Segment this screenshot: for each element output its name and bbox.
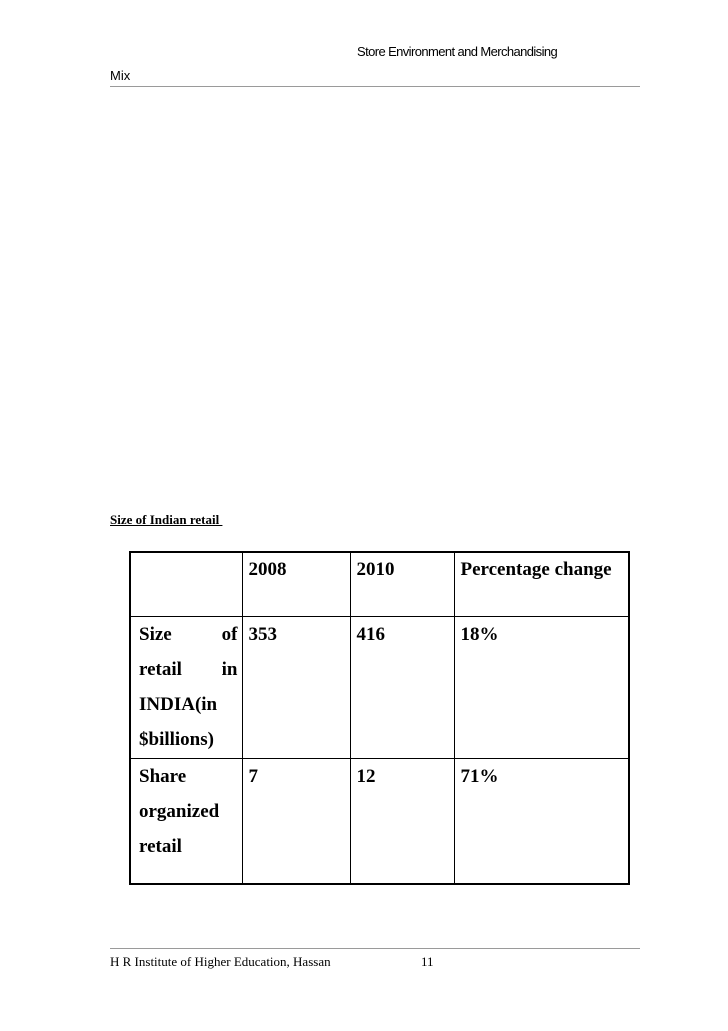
table-cell-2010: 12: [350, 758, 454, 884]
label-line: [139, 829, 238, 864]
table-row: [130, 758, 629, 884]
table-cell-2010: 416: [350, 616, 454, 758]
label-word: retail: [139, 835, 182, 857]
footer-institution: H R Institute of Higher Education, Hassan: [110, 954, 331, 969]
row-label-share-organized-retail: [130, 758, 242, 884]
header-subtitle: Mix: [110, 68, 131, 83]
label-word: Share: [139, 765, 187, 787]
table-row: [130, 616, 629, 758]
table-cell-2008: 353: [242, 616, 350, 758]
retail-size-table: [129, 551, 630, 885]
label-word: $billions): [139, 728, 214, 750]
table-header-row: [130, 552, 629, 616]
table-header-percentage-change: Percentage change: [454, 552, 629, 616]
label-line: [139, 687, 238, 722]
page-number: 11: [421, 954, 434, 969]
table-header-2010: 2010: [350, 552, 454, 616]
label-line: [139, 652, 238, 687]
label-word: in: [221, 658, 238, 680]
label-word: retail: [139, 658, 182, 680]
label-word: INDIA(in: [139, 693, 218, 715]
label-word: Size: [139, 623, 172, 645]
section-heading: Size of Indian retail: [110, 512, 223, 527]
table-header-2008: 2008: [242, 552, 350, 616]
label-line: [139, 759, 238, 794]
header-title: Store Environment and Merchandising: [357, 44, 558, 59]
table-cell-2008: 7: [242, 758, 350, 884]
header-divider: [110, 86, 640, 87]
label-line: [139, 617, 238, 652]
table-cell-percentage-change: 18%: [454, 616, 629, 758]
label-word: of: [221, 623, 238, 645]
label-word: organized: [139, 800, 220, 822]
table-header-blank: [130, 552, 242, 616]
label-line: [139, 722, 238, 757]
label-line: [139, 794, 238, 829]
table-cell-percentage-change: 71%: [454, 758, 629, 884]
footer-divider: [110, 948, 640, 949]
row-label-size-of-retail: [130, 616, 242, 758]
